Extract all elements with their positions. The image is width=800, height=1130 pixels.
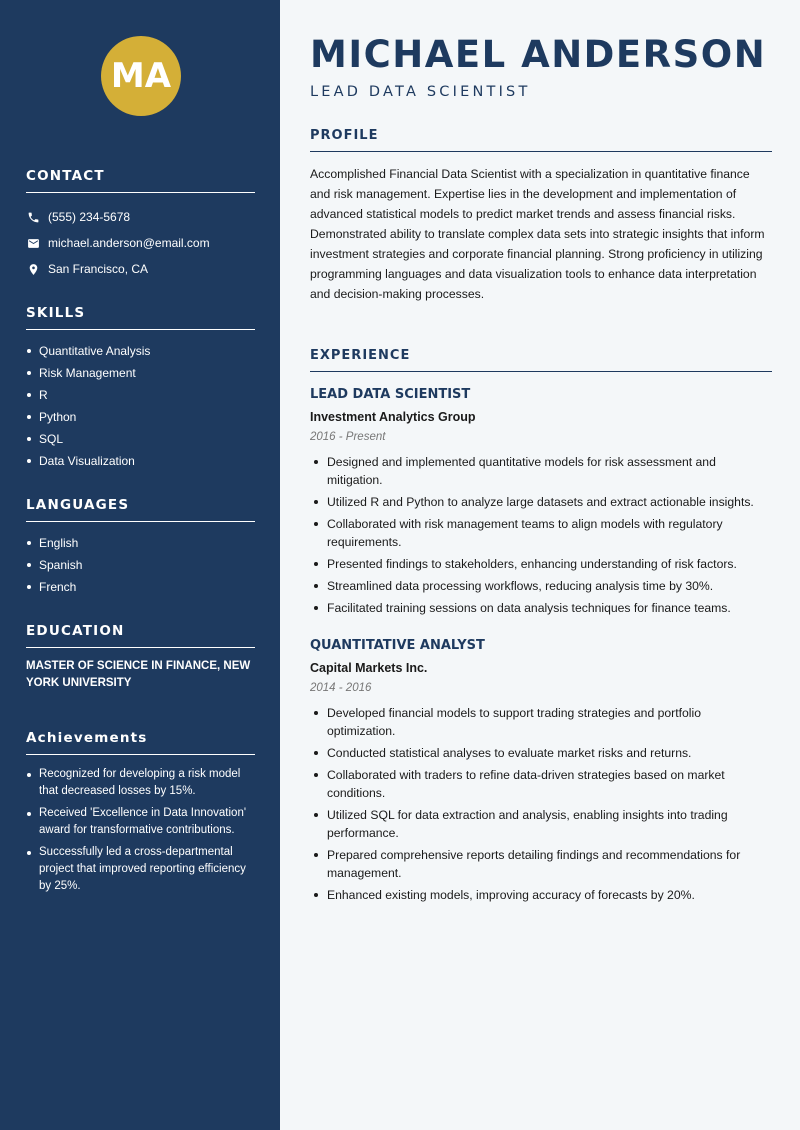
email-row[interactable] — [26, 235, 255, 251]
job-bullet: Prepared comprehensive reports detailing findings and recommendations for management. — [310, 846, 772, 882]
skills-section — [26, 305, 255, 472]
avatar: MA — [101, 36, 181, 116]
education-section — [26, 623, 255, 692]
skill-item: R — [26, 384, 255, 406]
job-bullet: Designed and implemented quantitative models for risk assessment and mitigation. — [310, 453, 772, 489]
job-bullet: Conducted statistical analyses to evaluate market risks and returns. — [310, 744, 772, 762]
skills-heading: SKILLS — [26, 305, 255, 330]
location-pin-icon — [26, 262, 40, 276]
skill-item: Quantitative Analysis — [26, 340, 255, 362]
job-bullet: Developed financial models to support trading strategies and portfolio optimization. — [310, 704, 772, 740]
job-dates: 2014 - 2016 — [310, 682, 372, 694]
job-bullet: Facilitated training sessions on data analysis techniques for finance teams. — [310, 599, 772, 617]
job-bullet: Collaborated with traders to refine data-driven strategies based on market conditions. — [310, 766, 772, 802]
sidebar — [0, 0, 280, 1130]
location-text: San Francisco, CA — [48, 262, 149, 276]
email-icon — [26, 236, 40, 250]
language-item: Spanish — [26, 554, 255, 576]
experience-heading: EXPERIENCE — [310, 348, 772, 372]
job-company: Capital Markets Inc. — [310, 661, 428, 675]
job-bullet: Presented findings to stakeholders, enhancing understanding of risk factors. — [310, 555, 772, 573]
job-bullet: Utilized R and Python to analyze large datasets and extract actionable insights. — [310, 493, 772, 511]
phone-icon — [26, 210, 40, 224]
skill-item: Risk Management — [26, 362, 255, 384]
email-text: michael.anderson@email.com — [48, 236, 210, 250]
skill-item: SQL — [26, 428, 255, 450]
job-title: LEAD DATA SCIENTIST — [310, 387, 471, 402]
achievements-section — [26, 730, 255, 900]
job-title-header: LEAD DATA SCIENTIST — [310, 84, 531, 100]
languages-list — [26, 532, 255, 598]
job-bullet: Utilized SQL for data extraction and analysis, enabling insights into trading performance. — [310, 806, 772, 842]
achievement-item: Recognized for developing a risk model that decreased losses by 15%. — [26, 766, 255, 800]
achievement-item: Successfully led a cross-departmental project that improved reporting efficiency by 25%. — [26, 844, 255, 895]
achievements-heading: Achievements — [26, 730, 255, 755]
skill-item: Python — [26, 406, 255, 428]
achievement-item: Received 'Excellence in Data Innovation' award for transformative contributions. — [26, 805, 255, 839]
skills-list — [26, 340, 255, 472]
education-degree: MASTER OF SCIENCE IN FINANCE, NEW YORK UNIVERSITY — [26, 660, 251, 689]
skill-item: Data Visualization — [26, 450, 255, 472]
language-item: French — [26, 576, 255, 598]
achievements-list — [26, 766, 255, 895]
language-item: English — [26, 532, 255, 554]
phone-row[interactable] — [26, 209, 255, 225]
person-name: MICHAEL ANDERSON — [310, 33, 767, 76]
job-company: Investment Analytics Group — [310, 410, 476, 424]
job-bullet: Collaborated with risk management teams to align models with regulatory requirements. — [310, 515, 772, 551]
job-title: QUANTITATIVE ANALYST — [310, 638, 485, 653]
contact-heading: CONTACT — [26, 168, 255, 193]
job-bullet: Enhanced existing models, improving accuracy of forecasts by 20%. — [310, 886, 772, 904]
profile-text: Accomplished Financial Data Scientist with a specialization in quantitative finance and risk management. Expertise lies in the development and implementation of advanced statistical models to predict market trends and assess financial risks. Demonstrated ability to translate complex data sets into strategic insights that inform investment strategies and corporate financial planning. Strong proficiency in utilizing programming languages and data visualization tools to enhance data interpretation and decision-making processes. — [310, 167, 765, 301]
languages-section — [26, 497, 255, 598]
phone-text: (555) 234-5678 — [48, 210, 131, 224]
job-entry — [310, 637, 772, 908]
contact-section — [26, 168, 255, 277]
profile-heading: PROFILE — [310, 128, 772, 152]
job-entry — [310, 386, 772, 621]
location-row — [26, 261, 255, 277]
job-dates: 2016 - Present — [310, 431, 386, 443]
job-bullet: Streamlined data processing workflows, reducing analysis time by 30%. — [310, 577, 772, 595]
education-heading: EDUCATION — [26, 623, 255, 648]
languages-heading: LANGUAGES — [26, 497, 255, 522]
job-bullets — [310, 704, 772, 904]
job-bullets — [310, 453, 772, 617]
